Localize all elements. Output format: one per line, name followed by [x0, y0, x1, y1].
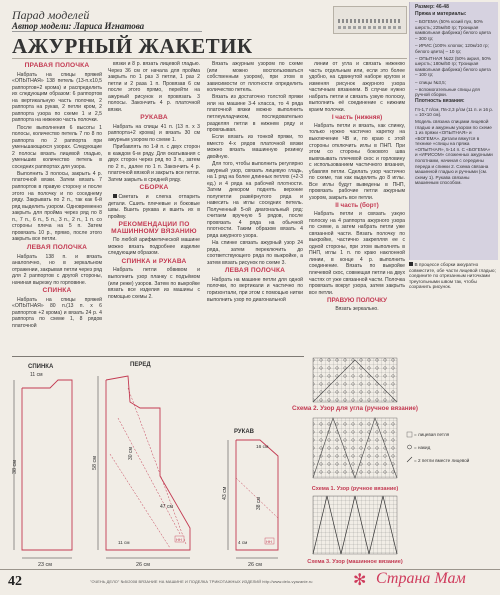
front-marker-text: HH	[176, 537, 182, 542]
front-label: ПЕРЕД	[130, 362, 151, 368]
front-diagonal-2	[118, 418, 180, 534]
column-4	[309, 61, 405, 313]
pattern-diagrams	[10, 358, 310, 568]
section-right-front-machine: ПРАВУЮ ПОЛОЧКУ	[326, 297, 388, 305]
back-height: 38 см	[12, 460, 18, 474]
scheme-2-title: Схема 2. Узор для угла (ручное вязание)	[291, 405, 419, 412]
material-item: – ИРИС (100% хлопок; 120м/10 гр; белого цвета) – 10 гр;	[415, 43, 489, 54]
sleeve-cuff: 4 см	[238, 540, 248, 545]
section-back-sleeve: СПИНКА и РУКАВА	[121, 257, 187, 265]
gauge-title: Плотность вязания:	[415, 98, 465, 105]
paragraph: Вязать из достаточно толстой пряжи или на машине 3-4 класса, то 4 ряда платочной вязки можно выполнить петлеукладчиком, последовательно разделяя петли в нижнем ряду и провязывая.	[207, 94, 303, 134]
front-hem: 11 см	[118, 540, 130, 545]
assembly-note: В процессе сборки аккуратно совместите, обе части лицевой гладью; соедините по отрезанным ниточками треугольными швом так, чтобы сохранить рисунок.	[409, 262, 496, 290]
back-neck: 11 см	[30, 372, 43, 378]
knitting-charts	[291, 356, 499, 568]
paragraph: Набрать петли и вязать, как спинку, только нужно частично каретку на выключение ЧВ и, по краю с этой стороны отключить иглы в ПНП. При этом со стороны бокового шва вывязывать плечевой скос и горловину с использованием частичного вязания, убавляя петли. Сделать узор частично по схеме, так как выделить до 8 иглы. Все иглы будут выведены в ПНП, провязать рабочие петли ажурным узором, закрыть все петли.	[309, 122, 405, 201]
legend-yarnover-icon	[408, 445, 412, 449]
back-width: 23 см	[38, 562, 52, 568]
paragraph: Если вязать из тонкой пряжи, то вместо 4-х рядов платочной вязки можно вязать машинную резинку двойную.	[207, 134, 303, 160]
front-inner: 30 см	[128, 447, 134, 460]
pattern-thumbnail	[333, 6, 407, 34]
paragraph: Прибавлять по 1-й п. с двух сторон в каждом 6-м ряду. Для окатывания с двух сторон через ряд по 3 п., затем по 2 п., далее по 1 п. Закончить 4 р. платочной вязкой и закрыть все петли. Затем закрыть в средней ряду.	[108, 144, 201, 183]
paragraph: По любой арифметической машине можно вязать подробнее изделие следующим образом.	[108, 237, 200, 257]
section-left-front: ЛЕВАЯ ПОЛОЧКА	[26, 243, 88, 251]
front-width: 26 см	[136, 562, 150, 568]
section-sleeve: РУКАВА	[140, 114, 168, 122]
model-note: Модель связана спицами лицевой гладью и ажурным узором по схеме 1 из пряжи «ОПЫТНАЯ» и «БОГЕМА». Детали вяжутся в технике «спицы на пряжа «ОПЫТНАЯ», 5-14 п. С «БОГЕМА» и «ИРИСОМ» сложенных ажурными полотнами, начиная с середины переда и спинки 2. Схема связана машинной гладью и ручными (см. схему 1). Рукава связаны машинным способом.	[415, 119, 493, 186]
sleeve-label: РУКАВ	[234, 429, 254, 435]
legend-k2tog: = 2 петли вместе лицевой	[414, 458, 470, 463]
paragraph: Выполнить 3 полосы, закрыть 4 р. платочной вязки. Затем вязать 7 раппортов в правую сторону и после этого на полочку и по соседнему ряду. Закрывать по 2 п., так как 6-й ряд выделить узором. Одновременно закрыть для пройма через ряд по 8 п., 7 п., 6 п., 5 п., 3 п., 2 п., 1 п. со стороны плеча на 5 п. Затем провязать 10 р., прямо, после этого закрыть все петли.	[12, 170, 102, 243]
size-line: Размер: 46-48	[415, 4, 449, 10]
snowflake-logo-icon: ✻	[353, 572, 367, 589]
front-height: 58 см	[92, 456, 98, 470]
paragraph: Набрать на спицы 41 п. (13 п. х 3 раппорта+2 крома) и вязать 30 см ажурным узором по схеме 1.	[108, 123, 200, 144]
site-watermark: Страна Мам	[376, 570, 466, 587]
paragraph: линии от угла и связать нижнюю часть отдельным или, если это более удобно, на сдвинутой наборе кругом и изменяя рисунок ажурного узора частичным вязанием. В случае нужно набрать петли и связать узкую полоску, выполнить её соединение с нижним краем полочки.	[309, 61, 405, 113]
page-number: 42	[8, 574, 22, 589]
front-bottom: 47 см	[160, 504, 173, 510]
back-outline	[22, 380, 72, 550]
sleeve-top: 16 см	[256, 445, 269, 450]
column-2	[108, 61, 200, 301]
materials-sidebar	[409, 2, 498, 260]
column-3	[207, 61, 303, 304]
page-title: АЖУРНЫЙ ЖАКЕТИК	[12, 34, 253, 58]
title-divider	[12, 58, 407, 59]
paragraph: Для того, чтобы выполнить регулярно ажурный узор, связать лицевую гладь, на 1 ряд на более длинных петлях (+2-3 ед.) и 4 ряда на рабочей плотности. Затем декором поднять верхние полупетли развёрнутого ряда и навесить на иглы соседних петель. Полученный 5-ой диагональный ряд: считаем вручную 5 рядов, после провязать 4 ряда на обычной плотности. Таким образом вязать 4 ряда ажурного узора.	[207, 160, 303, 239]
materials-title: Пряжа и материалы:	[415, 11, 467, 18]
paragraph: Набрать петли обвивом и выполнить узор планку с подъёмом (или реже) узоров. Затем по выкройке вязать все изделия из машины с помощью схемы 2.	[108, 267, 200, 300]
front-outline	[106, 376, 190, 550]
sleeve-height: 38 см	[256, 497, 262, 510]
paragraph: Набрать 138 п. и вязать аналогично, но в зеркальном отражении, закрывая петли через ряд для 2 раппортов с другой стороны, начиная вырезку по горловине.	[12, 253, 103, 286]
section-part-1: I часть (нижняя)	[331, 114, 383, 122]
bullet-icon	[409, 262, 413, 266]
legend-knit: = лицевая петля	[414, 432, 450, 437]
scheme-1-yarnovers	[313, 418, 397, 478]
section-recommendations: РЕКОМЕНДАЦИИ ПО МАШИННОМУ ВЯЗАНИЮ	[111, 221, 197, 235]
material-item: – спицы №3,5;	[415, 79, 446, 85]
column-1	[12, 61, 102, 330]
section-back: СПИНКА	[42, 287, 72, 295]
section-assembly: СБОРКА	[139, 184, 169, 192]
paragraph: Набрать на машине петли для одной полочки, по вертикали и частично по горизонтали, при этом с помощью нитки выполнить узор по диагональной	[207, 276, 303, 303]
legend-knit-icon	[407, 432, 412, 437]
material-item: – БОГЕМА (50% козий пух, 50% шерсть; 225м/50 гр; Троицкая камвольная фабрика) белого цвета – 300 гр;	[415, 19, 491, 41]
scheme-2-yarnovers	[313, 358, 397, 402]
paragraph: Вязать зеркально.	[335, 305, 379, 312]
sleeve-marker-text: HH	[266, 539, 272, 544]
scheme-1-title: Схема 1. Узор (ручное вязание)	[311, 486, 399, 492]
material-item: – вспомогательные спицы для ручной сборки.	[415, 86, 480, 98]
back-label: СПИНКА	[28, 364, 54, 370]
author-divider	[12, 31, 202, 32]
section-part-2: II часть (борт)	[335, 202, 379, 210]
material-item: – ОПЫТНАЯ №22 (50% акрил, 50% шерсть; 180м/50 гр; Троицкая камвольная фабрика) белого цвета – 100 гр;	[415, 55, 491, 78]
publication-info: "ОЧЕНЬ ДЕЛО" №5/2008 ВЯЗАНИЕ НА МАШИНЕ И ПОДЕЛКА ТРИКОТАЖНЫХ ИЗДЕЛИЙ http://www.delo-vyazanie.ru	[90, 579, 313, 584]
front-diagonal-3	[110, 454, 170, 548]
sleeve-outline	[236, 440, 278, 550]
legend-k2tog-icon	[407, 457, 412, 462]
paragraph: Набрать петли и связать узкую полоску на 4 раппорта ажурного узора по схеме, а затем набрать петли уже связанной части. Вязать полочку по выкройке, частично закрепляя ее с одной стороны, при этом выполнять в ПНП, иглы 1 п. по краю наклонной линии, в конце 4 р. выполнить соединение. Вязать по выкройке плечевой скос, совмещая петли на двух частях от уже связанной части. Полочка провязать вокруг узора, затем закрыть все петли.	[309, 211, 405, 296]
paragraph: Набрать на спицы пряжей «ОПЫТНАЯ» 138 петель (13-п.х10,5 раппортов+2 крома) и распределить их следующим образом: 6 раппортов на вертикальную часть полочки, 2 раппорта на рукав, 2 петли кром, 2 раппорта узора по схеме 1 и 2,5 раппорта на нижнюю часть полочки.	[12, 71, 102, 124]
section-left-front-machine: ЛЕВАЯ ПОЛОЧКА	[224, 267, 286, 275]
author-line: Автор модели: Лариса Игнатова	[12, 21, 145, 31]
gauge-text: Гп-1,7 п/см, Пв-2,3 р/см (11 п. и 16 р. = 10×10 см).	[415, 106, 494, 118]
scheme-3-grid	[313, 496, 397, 554]
legend-yarnover: = накид	[414, 445, 431, 450]
paragraph: После выполнения 6 высоты 1 полосы, количество петель 7 по 8 по раппорта по 2 раппорта при уменьшающихся узорах. Следующие 2 полосы вязать лицевой гладью, уменьшив количество петель в соседних раппортах для узора.	[12, 124, 102, 170]
scheme-3-title: Схема 3. Узор (машинное вязание)	[307, 559, 403, 565]
bullet-icon	[113, 194, 117, 198]
diagrams-divider	[12, 356, 304, 357]
paragraph: вязки и 8 р. вязать лицевой гладью. Через 36 см от начала для пройма закрыть по 1 раз 3 петли, 1 раз 2 петли и 2 раза 1 п. Провязав 6 см после этого прямо, перейти на ажурный рисунок и провязать 3 полосы. Закончить 4 р. платочной вязки.	[108, 61, 200, 113]
sleeve-side: 43 см	[222, 486, 228, 500]
sleeve-bottom: 26 см	[248, 562, 262, 568]
series-title: Парад моделей	[12, 8, 90, 22]
paragraph: Вязать ажурным узором по схеме (или можно воспользоваться собственным узором), при этом в зависимости от плотности определить количество петель.	[207, 61, 303, 94]
paragraph: На спинке связать ажурный узор 24 ряда, затем переключить до соответствующего ряда по выкройке, а затем вязать рисунок по схеме 3.	[207, 240, 303, 266]
paragraph: Набрать на спицы пряжей «ОПЫТНАЯ» 80 п.(13 п. х 6 раппортов +2 крома) и вязать 24 р. 4 раппорта по схеме 1, 8 рядов платочной	[12, 296, 102, 329]
front-diagonal-1	[128, 388, 186, 544]
section-right-front: ПРАВАЯ ПОЛОЧКА	[24, 62, 90, 69]
paragraph: Сметать и слегка отпарить детали. Сшить плечевые и боковые швы. Вшить рукава и вшить их в пройму.	[108, 193, 200, 220]
